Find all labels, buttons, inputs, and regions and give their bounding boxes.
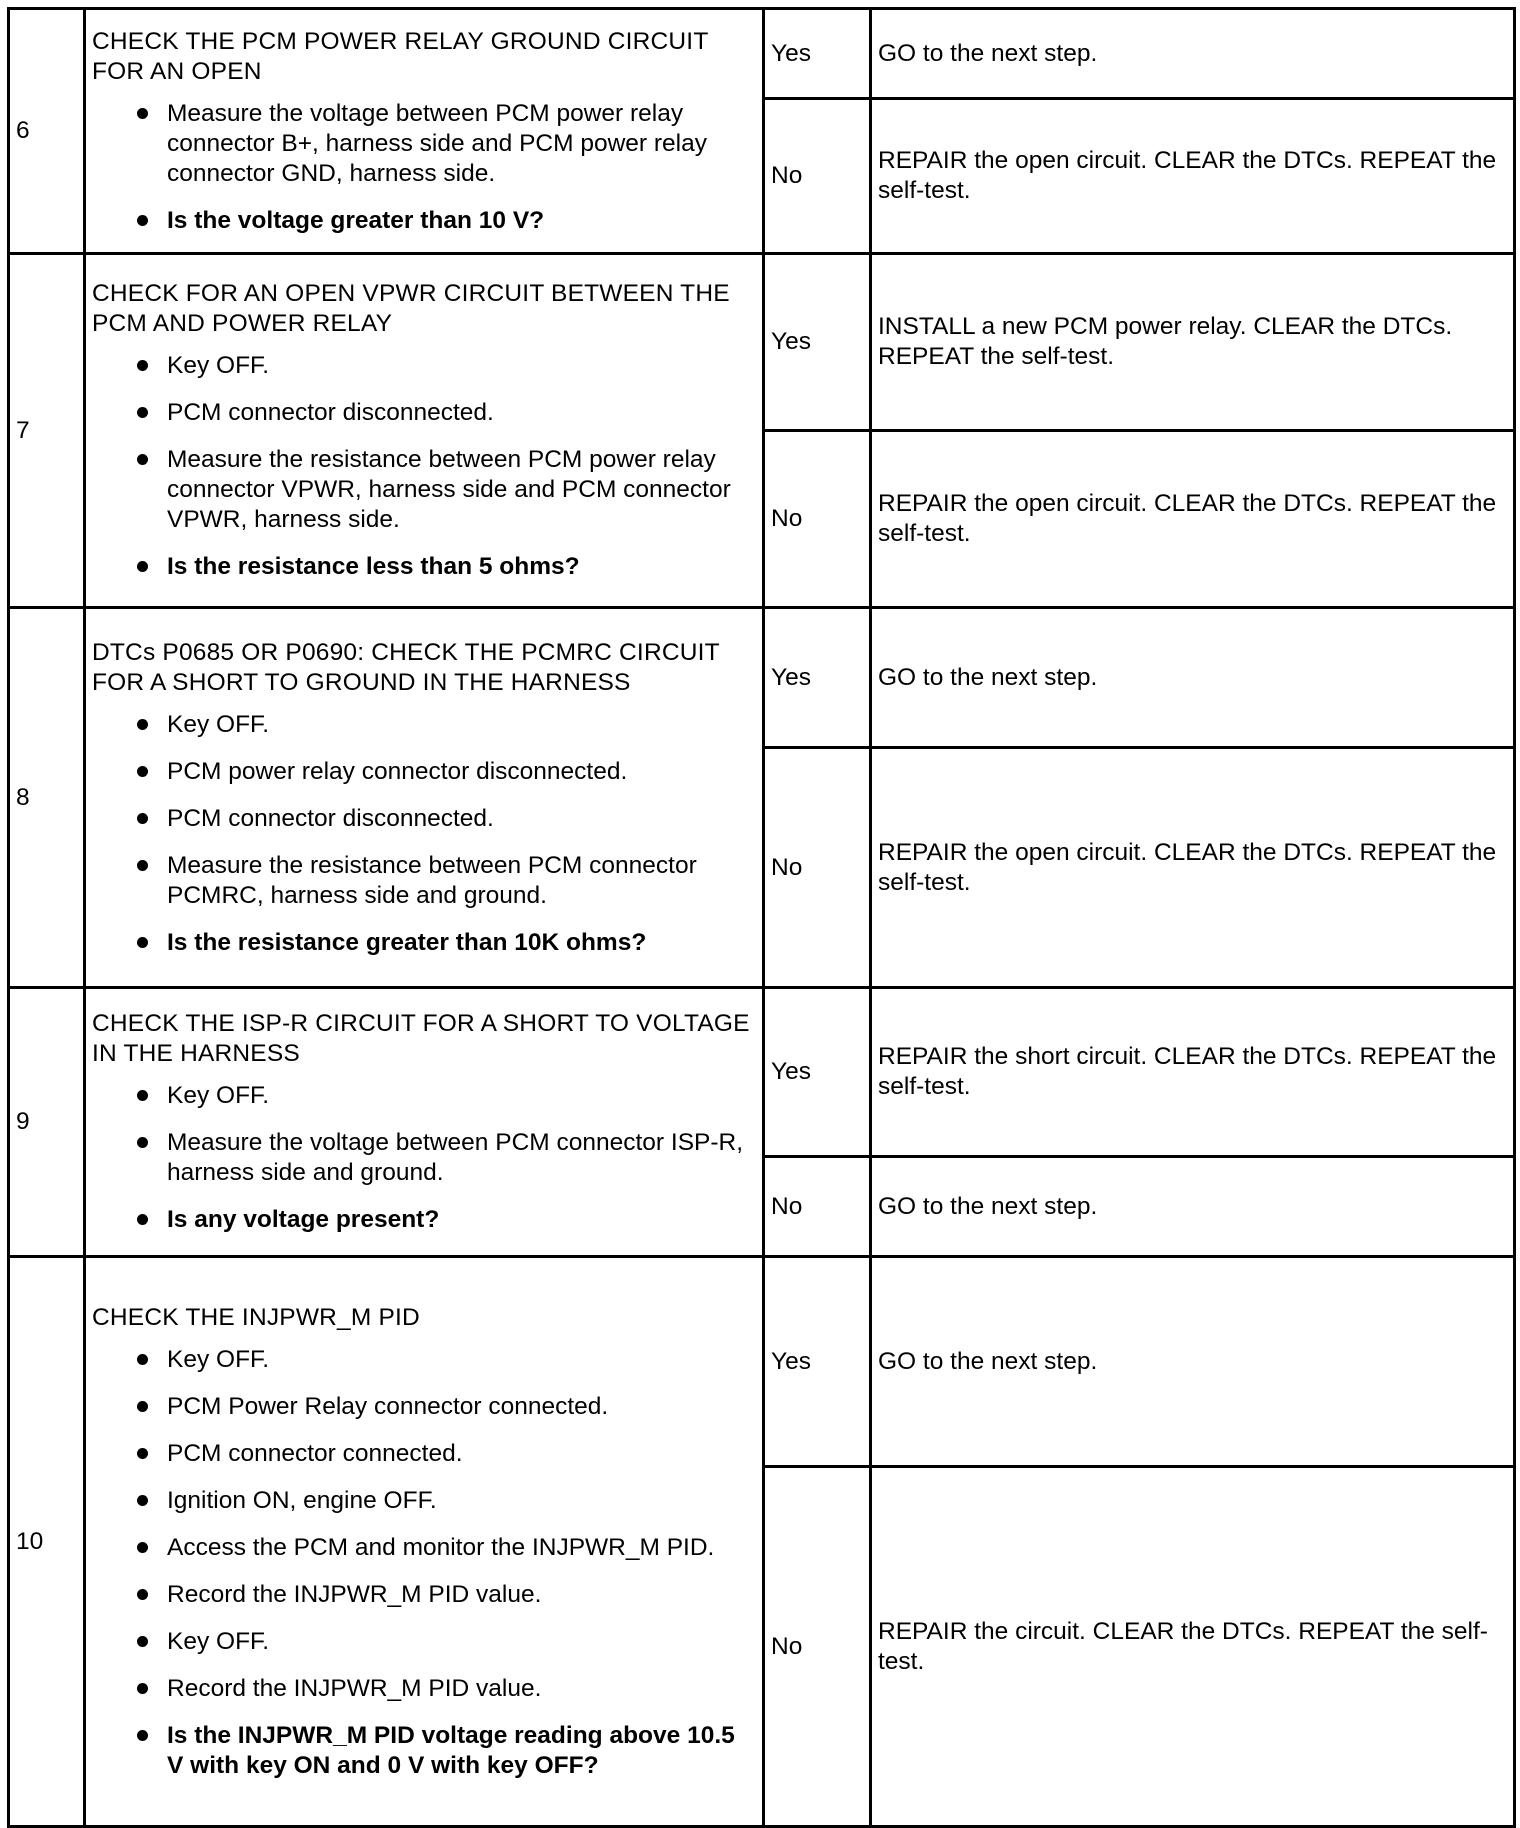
yes-action: GO to the next step. <box>871 1257 1515 1467</box>
step-bullet: Key OFF. <box>137 710 756 740</box>
no-action: REPAIR the open circuit. CLEAR the DTCs. REPEAT the self-test. <box>871 431 1515 608</box>
step-bullet: PCM connector connected. <box>137 1439 756 1469</box>
step-action <box>85 608 764 988</box>
no-label: No <box>764 99 871 254</box>
step-question: Is the INJPWR_M PID voltage reading above 10.5 V with key ON and 0 V with key OFF? <box>137 1721 756 1781</box>
yes-label: Yes <box>764 1257 871 1467</box>
step-bullet: Access the PCM and monitor the INJPWR_M PID. <box>137 1533 756 1563</box>
step-row-9-yes <box>9 988 1515 1157</box>
step-number: 9 <box>9 988 85 1257</box>
step-number: 8 <box>9 608 85 988</box>
yes-label: Yes <box>764 608 871 748</box>
step-number: 7 <box>9 254 85 608</box>
no-label: No <box>764 748 871 988</box>
step-bullet: PCM connector disconnected. <box>137 398 756 428</box>
yes-action: REPAIR the short circuit. CLEAR the DTCs. REPEAT the self-test. <box>871 988 1515 1157</box>
step-bullet-list <box>92 710 756 958</box>
step-bullet: Key OFF. <box>137 1081 756 1111</box>
step-bullet-list <box>92 99 756 236</box>
step-heading: CHECK FOR AN OPEN VPWR CIRCUIT BETWEEN THE PCM AND POWER RELAY <box>92 280 730 337</box>
step-bullet: Measure the voltage between PCM power relay connector B+, harness side and PCM power relay connector GND, harness side. <box>137 99 756 189</box>
step-action <box>85 988 764 1257</box>
yes-label: Yes <box>764 988 871 1157</box>
step-bullet-list <box>92 1081 756 1235</box>
step-heading: CHECK THE INJPWR_M PID <box>92 1303 420 1331</box>
step-row-10-yes <box>9 1257 1515 1467</box>
step-bullet: Key OFF. <box>137 1627 756 1657</box>
step-question: Is the voltage greater than 10 V? <box>137 206 756 236</box>
step-action <box>85 254 764 608</box>
yes-label: Yes <box>764 9 871 99</box>
step-bullet: Key OFF. <box>137 1345 756 1375</box>
step-bullet-list <box>92 1345 756 1781</box>
step-bullet: Ignition ON, engine OFF. <box>137 1486 756 1516</box>
no-label: No <box>764 1157 871 1257</box>
step-bullet: Measure the resistance between PCM power relay connector VPWR, harness side and PCM connector VPWR, harness side. <box>137 445 756 535</box>
step-bullet: PCM connector disconnected. <box>137 804 756 834</box>
yes-action: INSTALL a new PCM power relay. CLEAR the DTCs. REPEAT the self-test. <box>871 254 1515 431</box>
diagnostic-steps-table <box>7 7 1516 1828</box>
no-action: GO to the next step. <box>871 1157 1515 1257</box>
step-question: Is the resistance less than 5 ohms? <box>137 552 756 582</box>
yes-label: Yes <box>764 254 871 431</box>
yes-action: GO to the next step. <box>871 9 1515 99</box>
no-action: REPAIR the open circuit. CLEAR the DTCs. REPEAT the self-test. <box>871 748 1515 988</box>
step-bullet: Key OFF. <box>137 351 756 381</box>
step-heading: CHECK THE PCM POWER RELAY GROUND CIRCUIT FOR AN OPEN <box>92 27 709 85</box>
step-row-8-yes <box>9 608 1515 748</box>
step-bullet: PCM power relay connector disconnected. <box>137 757 756 787</box>
no-action: REPAIR the open circuit. CLEAR the DTCs. REPEAT the self-test. <box>871 99 1515 254</box>
step-bullet: Record the INJPWR_M PID value. <box>137 1674 756 1704</box>
step-heading: DTCs P0685 OR P0690: CHECK THE PCMRC CIRCUIT FOR A SHORT TO GROUND IN THE HARNESS <box>92 638 720 696</box>
step-bullet-list <box>92 351 756 582</box>
step-number: 6 <box>9 9 85 254</box>
step-bullet: Record the INJPWR_M PID value. <box>137 1580 756 1610</box>
step-bullet: PCM Power Relay connector connected. <box>137 1392 756 1422</box>
step-bullet: Measure the voltage between PCM connector ISP-R, harness side and ground. <box>137 1128 756 1188</box>
step-question: Is the resistance greater than 10K ohms? <box>137 928 756 958</box>
no-label: No <box>764 431 871 608</box>
step-heading: CHECK THE ISP-R CIRCUIT FOR A SHORT TO VOLTAGE IN THE HARNESS <box>92 1010 750 1067</box>
step-row-6-yes <box>9 9 1515 99</box>
no-label: No <box>764 1467 871 1827</box>
step-question: Is any voltage present? <box>137 1205 756 1235</box>
no-action: REPAIR the circuit. CLEAR the DTCs. REPEAT the self-test. <box>871 1467 1515 1827</box>
step-bullet: Measure the resistance between PCM connector PCMRC, harness side and ground. <box>137 851 756 911</box>
step-action <box>85 9 764 254</box>
yes-action: GO to the next step. <box>871 608 1515 748</box>
step-action <box>85 1257 764 1827</box>
step-number: 10 <box>9 1257 85 1827</box>
step-row-7-yes <box>9 254 1515 431</box>
